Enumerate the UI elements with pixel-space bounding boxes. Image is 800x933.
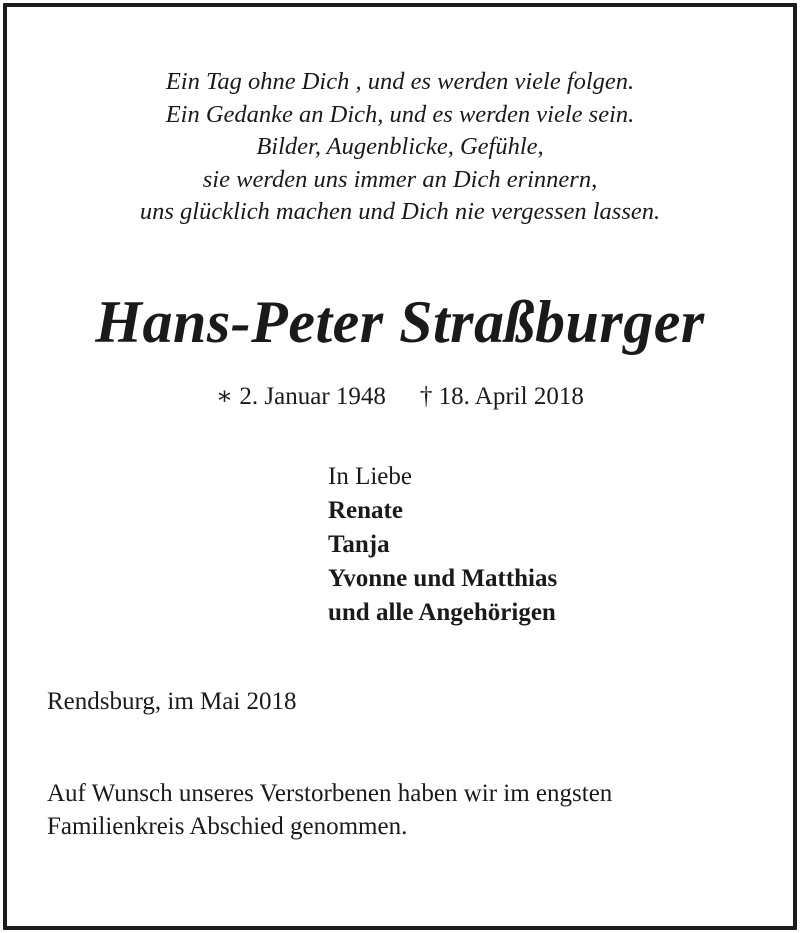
mourner-name: Yvonne und Matthias [328,565,558,592]
mourner-name: und alle Angehörigen [328,599,556,626]
mourners-intro: In Liebe [328,463,412,490]
death-date: † 18. April 2018 [419,383,584,410]
poem-line: Bilder, Augenblicke, Gefühle, [256,133,544,160]
poem-line: uns glücklich machen und Dich nie vergessen lassen. [139,198,661,225]
poem-line: Ein Gedanke an Dich, und es werden viele sein. [165,100,635,128]
mourners-block [328,460,557,630]
life-dates [0,380,800,414]
birth-date: ∗ 2. Januar 1948 [216,383,386,410]
place-and-date: Rendsburg, im Mai 2018 [47,688,297,715]
note-line: Auf Wunsch unseres Verstorbenen haben wir im engsten [47,780,613,807]
closing-note [47,777,612,843]
poem-line: Ein Tag ohne Dich , und es werden viele folgen. [165,68,635,95]
note-line: Familienkreis Abschied genommen. [47,813,408,840]
mourner-name: Renate [328,497,403,524]
mourner-name: Tanja [328,531,390,558]
memorial-poem [0,66,800,229]
poem-line: sie werden uns immer an Dich erinnern, [202,165,598,193]
deceased-name: Hans-Peter Straßburger [95,289,705,355]
